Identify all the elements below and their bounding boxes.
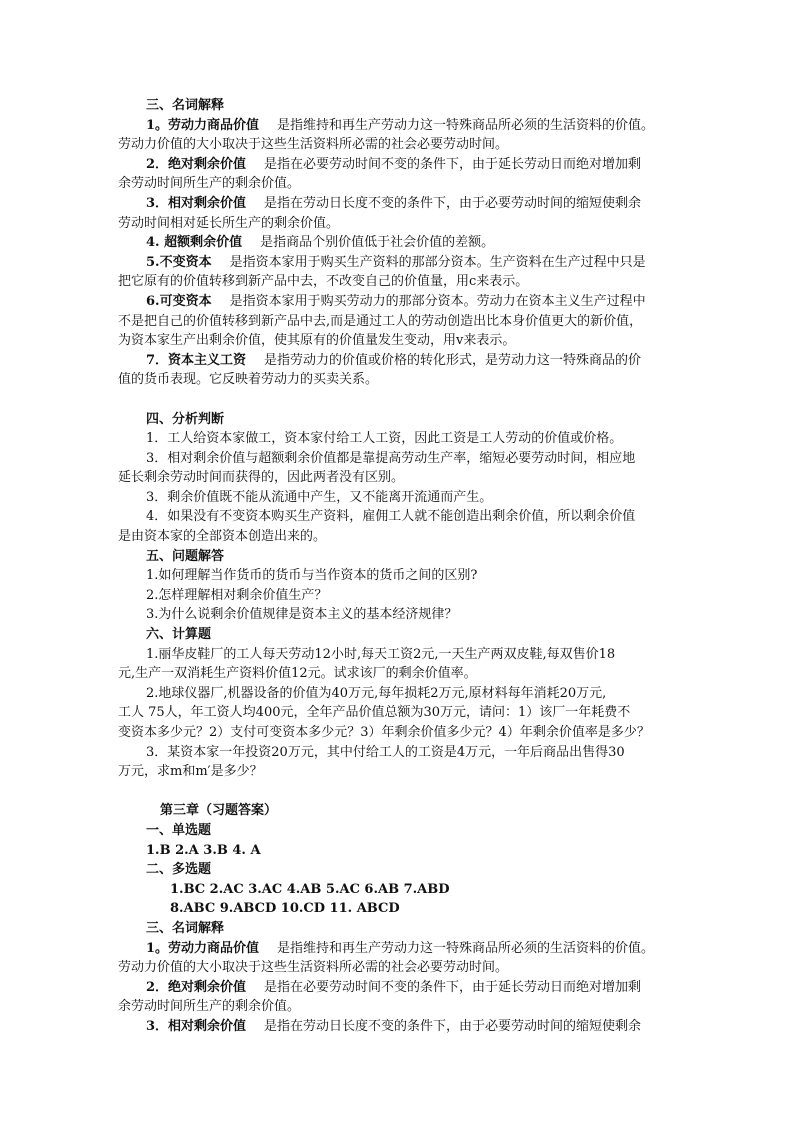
term-1-cont: 劳动力价值的大小取决于这些生活资料所必需的社会必要劳动时间。 bbox=[118, 960, 509, 976]
analysis-line: 4．如果没有不变资本购买生产资料，雇佣工人就不能创造出剩余价值，所以剩余价值 bbox=[146, 509, 636, 525]
term-2-cont: 余劳动时间所生产的剩余价值。 bbox=[118, 176, 301, 192]
calc-line: 3．某资本家一年投资20万元，其中付给工人的工资是4万元，一年后商品出售得30 bbox=[146, 744, 625, 760]
term-definition: 是指维持和再生产劳动力这一特殊商品所必须的生活资料的价值。 bbox=[277, 940, 655, 956]
multiple-choice-answers: 1.BC 2.AC 3.AC 4.AB 5.AC 6.AB 7.ABD bbox=[170, 881, 450, 897]
term-definition: 是指在劳动日长度不变的条件下，由于必要劳动时间的缩短使剩余 bbox=[264, 1018, 642, 1034]
analysis-line: 1．工人给资本家做工，资本家付给工人工资，因此工资是工人劳动的价值或价格。 bbox=[146, 431, 623, 447]
term-3-line bbox=[118, 1017, 688, 1037]
question-line: 3.为什么说剩余价值规律是资本主义的基本经济规律？ bbox=[146, 607, 458, 623]
term-7-line bbox=[118, 351, 688, 371]
calc-line: 元,生产一双消耗生产资料价值12元。试求该厂的剩余价值率。 bbox=[118, 666, 477, 682]
calc-line: 2.地球仪器厂,机器设备的价值为40万元,每年损耗2万元,原材料每年消耗20万元, bbox=[146, 685, 607, 701]
analysis-line: 延长剩余劳动时间而获得的，因此两者没有区别。 bbox=[118, 470, 405, 486]
term-definition: 是指在劳动日长度不变的条件下，由于必要劳动时间的缩短使剩余 bbox=[264, 195, 642, 211]
term-definition: 是指劳动力的价值或价格的转化形式，是劳动力这一特殊商品的价 bbox=[264, 352, 642, 368]
question-line: 1.如何理解当作货币的货币与当作资本的货币之间的区别? bbox=[146, 568, 478, 584]
term-definition: 是指在必要劳动时间不变的条件下，由于延长劳动日而绝对增加剩 bbox=[264, 156, 642, 172]
term-label: 2．绝对剩余价值 bbox=[146, 979, 247, 995]
term-label: 3．相对剩余价值 bbox=[146, 195, 247, 211]
section-heading-terms: 三、名词解释 bbox=[146, 98, 225, 113]
term-2-line bbox=[118, 155, 688, 175]
term-2-line bbox=[118, 978, 688, 998]
section-heading-questions: 五、问题解答 bbox=[146, 548, 225, 564]
section-heading-analysis: 四、分析判断 bbox=[146, 411, 225, 427]
term-3-cont: 劳动时间相对延长所生产的剩余价值。 bbox=[118, 215, 340, 231]
term-1-line bbox=[118, 939, 688, 959]
section-heading-multiple-choice: 二、多选题 bbox=[146, 862, 212, 878]
term-3-line bbox=[118, 194, 688, 214]
calc-line: 万元，求m和m′是多少？ bbox=[118, 764, 263, 780]
analysis-line: 3．相对剩余价值与超额剩余价值都是靠提高劳动生产率，缩短必要劳动时间，相应地 bbox=[146, 450, 636, 466]
document-page bbox=[118, 96, 688, 1037]
question-line: 2.怎样理解相对剩余价值生产？ bbox=[146, 587, 328, 603]
term-label: 1。劳动力商品价值 bbox=[146, 940, 260, 956]
section-heading-calculation: 六、计算题 bbox=[146, 627, 212, 643]
term-definition: 是指商品个别价值低于社会价值的差额。 bbox=[260, 235, 495, 251]
term-5-line bbox=[118, 253, 688, 273]
analysis-line: 是由资本家的全部资本创造出来的。 bbox=[118, 529, 327, 545]
section-heading-single-choice: 一、单选题 bbox=[146, 822, 212, 838]
calc-line: 1.丽华皮鞋厂的工人每天劳动12小时,每天工资2元,一天生产两双皮鞋,每双售价18 bbox=[146, 646, 616, 662]
term-label: 7．资本主义工资 bbox=[146, 352, 247, 368]
term-6-cont: 不是把自己的价值转移到新产品中去,而是通过工人的劳动创造出比本身价值更大的新价值， bbox=[118, 313, 643, 329]
term-definition: 是指资本家用于购买劳动力的那部分资本。劳动力在资本主义生产过程中 bbox=[229, 293, 646, 309]
term-label: 1。劳动力商品价值 bbox=[146, 117, 260, 133]
term-label: 5.不变资本 bbox=[146, 254, 212, 270]
chapter-title: 第三章（习题答案） bbox=[160, 803, 278, 819]
term-6-cont2: 为资本家生产出剩余价值，使其原有的价值量发生变动，用v来表示。 bbox=[118, 333, 516, 349]
term-definition: 是指资本家用于购买生产资料的那部分资本。生产资料在生产过程中只是 bbox=[229, 254, 646, 270]
section-heading-terms: 三、名词解释 bbox=[146, 920, 225, 936]
term-label: 2．绝对剩余价值 bbox=[146, 156, 247, 172]
term-4-line bbox=[118, 233, 688, 253]
multiple-choice-answers: 8.ABC 9.ABCD 10.CD 11. ABCD bbox=[170, 901, 400, 917]
term-1-line bbox=[118, 116, 688, 136]
term-definition: 是指维持和再生产劳动力这一特殊商品所必须的生活资料的价值。 bbox=[277, 117, 655, 133]
term-5-cont: 把它原有的价值转移到新产品中去，不改变自己的价值量，用c来表示。 bbox=[118, 274, 529, 290]
spacer bbox=[118, 782, 688, 802]
term-label: 3．相对剩余价值 bbox=[146, 1018, 247, 1034]
term-label: 4. 超额剩余价值 bbox=[146, 235, 243, 251]
term-7-cont: 值的货币表现。它反映着劳动力的买卖关系。 bbox=[118, 372, 379, 388]
analysis-line: 3．剩余价值既不能从流通中产生，又不能离开流通而产生。 bbox=[146, 489, 493, 505]
single-choice-answers: 1.B 2.A 3.B 4. A bbox=[146, 842, 261, 858]
spacer bbox=[118, 390, 688, 410]
calc-line: 变资本多少元？2）支付可变资本多少元？3）年剩余价值多少元？4）年剩余价值率是多少？ bbox=[118, 725, 650, 740]
term-label: 6.可变资本 bbox=[146, 293, 212, 309]
term-1-cont: 劳动力价值的大小取决于这些生活资料所必需的社会必要劳动时间。 bbox=[118, 137, 509, 153]
term-6-line bbox=[118, 292, 688, 312]
calc-line: 工人 75人，年工资人均400元，全年产品价值总额为30万元，请问：1）该厂一年耗费不 bbox=[118, 705, 631, 721]
term-definition: 是指在必要劳动时间不变的条件下，由于延长劳动日而绝对增加剩 bbox=[264, 979, 642, 995]
term-2-cont: 余劳动时间所生产的剩余价值。 bbox=[118, 999, 301, 1015]
